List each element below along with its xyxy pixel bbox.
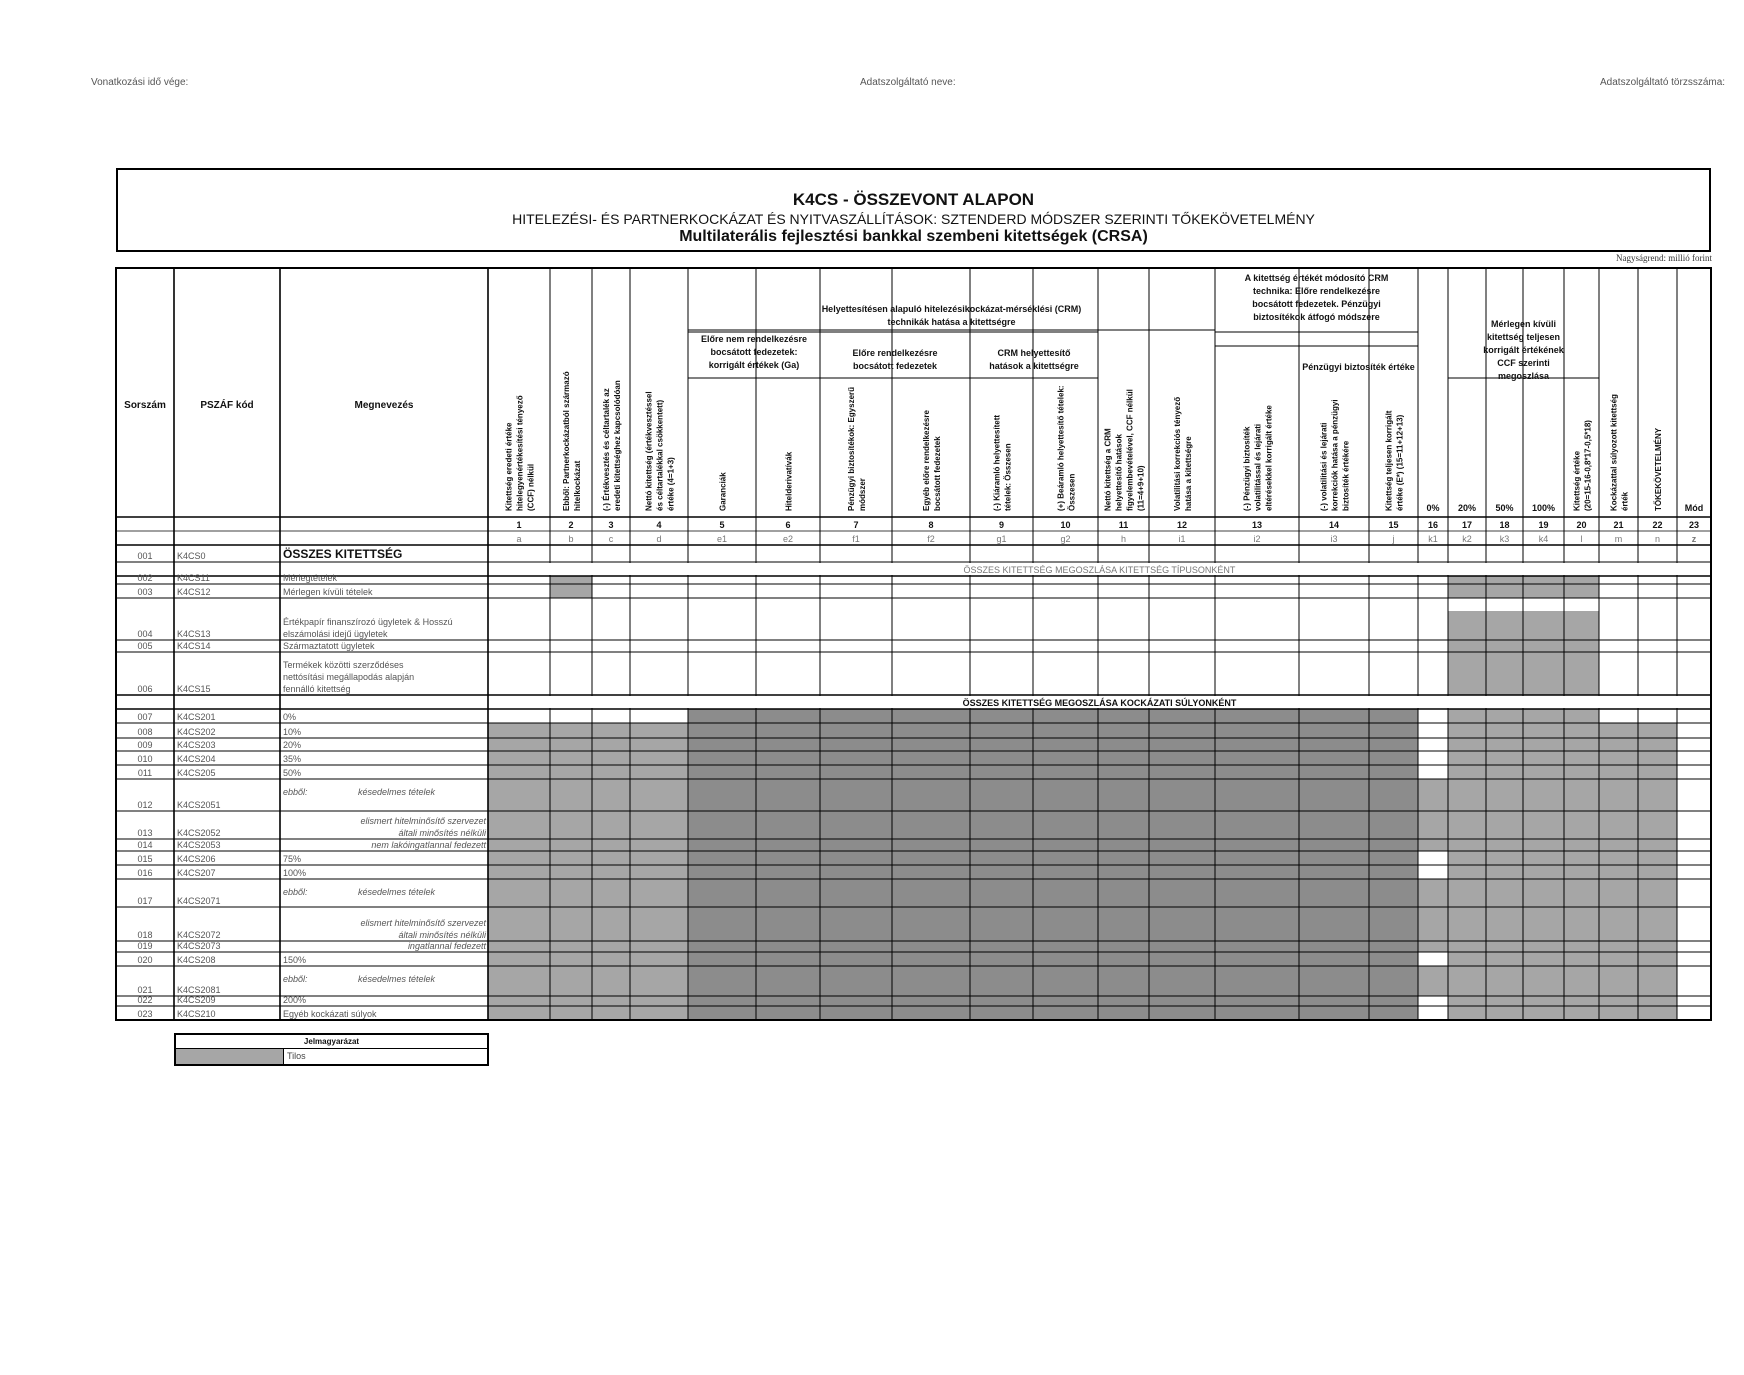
forbidden-cell <box>688 996 1418 1006</box>
column-code: e1 <box>716 534 728 544</box>
row-code: K4CS204 <box>177 754 216 764</box>
forbidden-cell <box>688 779 1418 811</box>
row-code: K4CS2052 <box>177 828 221 838</box>
column-code: e2 <box>782 534 794 544</box>
column-header-4: és céltartalékkal csökkentett) <box>655 399 665 511</box>
column-header-1: hitelegyenértékesítési tényező <box>515 395 525 511</box>
column-header-13: volatilitással és lejárati <box>1253 423 1263 511</box>
row-code: K4CS205 <box>177 768 216 778</box>
column-header-9: tételek: Összesen <box>1003 443 1013 511</box>
column-code: l <box>1580 534 1583 544</box>
row-code: K4CS0 <box>177 551 206 561</box>
row-name: 0% <box>283 712 297 722</box>
row-code: K4CS203 <box>177 740 216 750</box>
column-header-12: Volatilitási korrekciós tényező <box>1173 396 1182 511</box>
forbidden-cell <box>488 851 688 865</box>
column-number: 11 <box>1118 520 1129 530</box>
column-number: 18 <box>1499 520 1510 530</box>
group-header-offbal: CCF szerinti <box>1497 358 1550 368</box>
column-code: m <box>1614 534 1623 544</box>
row-name: elismert hitelminősítő szervezet <box>360 918 486 928</box>
column-header-10: Összesen <box>1067 473 1077 511</box>
forbidden-cell <box>488 779 688 811</box>
column-code: f2 <box>927 534 935 544</box>
forbidden-cell <box>688 952 1418 966</box>
column-number: 23 <box>1688 520 1700 530</box>
forbidden-cell <box>688 839 1418 851</box>
forbidden-cell <box>488 865 688 879</box>
forbidden-cell <box>488 765 688 779</box>
forbidden-cell <box>688 907 1418 941</box>
legend <box>174 1033 489 1066</box>
header-sorszam: Sorszám <box>124 400 166 411</box>
row-name: fennálló kitettség <box>283 684 351 694</box>
forbidden-cell <box>688 811 1418 839</box>
column-header-19: 100% <box>1531 503 1556 513</box>
group-header-crm-effects: CRM helyettesítő <box>997 348 1071 358</box>
row-name: 150% <box>283 955 307 965</box>
row-name-sub: késedelmes tételek <box>358 887 436 897</box>
forbidden-cell <box>488 738 688 751</box>
row-code: K4CS208 <box>177 955 216 965</box>
column-header-6: Hitelderivatívák <box>784 451 794 511</box>
header-megnevezes: Megnevezés <box>354 400 414 411</box>
forbidden-cell <box>688 723 1418 738</box>
forbidden-cell <box>488 811 688 839</box>
forbidden-cell <box>488 1006 688 1020</box>
column-code: j <box>1392 534 1395 544</box>
column-header-20: (20=15-16-0,8*17-0,5*18) <box>1583 420 1593 511</box>
row-number: 012 <box>137 800 153 810</box>
column-header-8: bocsátott fedezetek <box>933 436 942 511</box>
column-code: k2 <box>1462 534 1472 544</box>
column-number: 14 <box>1328 520 1340 530</box>
group-header-unfunded: Előre nem rendelkezésre <box>700 334 808 344</box>
column-number: 17 <box>1461 520 1473 530</box>
header-pszaf-code: PSZÁF kód <box>200 400 254 411</box>
column-header-2: Ebből: Partnerkockázatból származó <box>562 371 571 511</box>
column-header-21: érték <box>1620 491 1630 511</box>
column-number: 6 <box>785 520 791 530</box>
column-header-4: értéke (4=1+3) <box>666 457 676 511</box>
row-number: 022 <box>137 995 153 1005</box>
row-name: Egyéb kockázati súlyok <box>283 1009 377 1019</box>
forbidden-cell <box>688 941 1418 952</box>
row-name: ebből: <box>283 887 308 897</box>
group-header-unfunded: bocsátott fedezetek: <box>710 347 798 357</box>
column-header-17: 20% <box>1457 503 1477 513</box>
column-number: 20 <box>1576 520 1587 530</box>
row-name-sub: késedelmes tételek <box>358 787 436 797</box>
column-header-11: (11=4+9+10) <box>1136 465 1146 511</box>
form-title: K4CS - ÖSSZEVONT ALAPON <box>792 190 1035 209</box>
row-number: 005 <box>137 641 153 651</box>
column-header-13: (-) Pénzügyi biztosíték <box>1242 426 1252 511</box>
forbidden-cell <box>688 765 1418 779</box>
group-header-crm-modify: A kitettség értékét módosító CRM <box>1244 273 1389 283</box>
section-label-weight: ÖSSZES KITETTSÉG MEGOSZLÁSA KOCKÁZATI SÚLYONKÉNT <box>962 698 1237 708</box>
row-name: ÖSSZES KITETTSÉG <box>283 547 403 561</box>
column-header-15: értéke (E*) (15=11+12+13) <box>1395 414 1405 511</box>
row-name: nem lakóingatlannal fedezett <box>371 840 486 850</box>
row-code: K4CS14 <box>177 641 211 651</box>
row-name: általi minősítés nélküli <box>398 930 486 940</box>
column-header-1: (CCF) nélkül <box>526 463 536 511</box>
forbidden-cell <box>488 952 688 966</box>
column-number: 7 <box>853 520 859 530</box>
column-number: 13 <box>1251 520 1263 530</box>
row-name: Származtatott ügyletek <box>283 641 375 651</box>
column-number: 3 <box>608 520 614 530</box>
column-code: b <box>568 534 574 544</box>
row-code: K4CS207 <box>177 868 216 878</box>
row-number: 009 <box>137 740 153 750</box>
column-header-18: 50% <box>1495 503 1514 513</box>
row-name: ebből: <box>283 787 308 797</box>
blank-cell <box>488 709 688 723</box>
column-number: 4 <box>656 520 662 530</box>
row-name: 50% <box>283 768 302 778</box>
column-code: k1 <box>1428 534 1438 544</box>
column-number: 21 <box>1613 520 1624 530</box>
forbidden-cell <box>688 851 1418 865</box>
forbidden-cell <box>488 751 688 765</box>
column-code: h <box>1120 534 1127 544</box>
forbidden-cell <box>688 865 1418 879</box>
group-header-crm-subst: Helyettesítésen alapuló hitelezésikockázat-mérséklési (CRM) <box>821 304 1082 314</box>
row-code: K4CS2051 <box>177 800 221 810</box>
column-code: n <box>1654 534 1661 544</box>
row-name: 200% <box>283 995 307 1005</box>
column-number: 10 <box>1060 520 1071 530</box>
column-code: a <box>516 534 522 544</box>
column-header-16: 0% <box>1426 503 1440 513</box>
row-number: 019 <box>137 941 153 951</box>
row-name: 75% <box>283 854 302 864</box>
column-header-8: Egyéb előre rendelkezésre <box>922 410 931 511</box>
column-header-15: Kitettség teljesen korrigált <box>1384 410 1394 511</box>
group-header-funded: Előre rendelkezésre <box>852 348 938 358</box>
row-number: 011 <box>137 768 153 778</box>
group-header-crm-modify: technika: Előre rendelkezésre <box>1252 286 1381 296</box>
form-subtitle: HITELEZÉSI- ÉS PARTNERKOCKÁZAT ÉS NYITVASZÁLLÍTÁSOK: SZTENDERD MÓDSZER SZERINTI TŐKEKÖVETELMÉNY <box>512 211 1315 227</box>
row-number: 023 <box>137 1009 153 1019</box>
row-number: 020 <box>137 955 153 965</box>
group-header-crm-subst: technikák hatása a kitettségre <box>887 317 1016 327</box>
column-number: 5 <box>719 520 725 530</box>
row-code: K4CS12 <box>177 587 211 597</box>
row-name: nettósítási megállapodás alapján <box>283 672 415 682</box>
column-number: 1 <box>516 520 522 530</box>
column-code: i1 <box>1178 534 1186 544</box>
column-header-5: Garanciák <box>718 472 728 511</box>
column-header-10: (+) Beáramló helyettesítő tételek: <box>1056 385 1066 511</box>
group-header-crm-modify: biztosítékok átfogó módszere <box>1253 312 1380 322</box>
row-name: elszámolási idejű ügyletek <box>283 629 388 639</box>
column-header-7: módszer <box>858 478 867 511</box>
row-name: Termékek közötti szerződéses <box>283 660 404 670</box>
column-header-13: eltérésekkel korrigált értéke <box>1264 405 1274 511</box>
row-number: 014 <box>137 840 153 850</box>
row-number: 013 <box>137 828 153 838</box>
column-header-1: Kitettség eredeti értéke <box>504 422 514 511</box>
reference-date-label: Vonatkozási idő vége: <box>91 77 189 88</box>
row-name: Mérlegtételek <box>283 573 338 583</box>
column-header-14: (-) volatilitási és lejárati <box>1319 422 1329 511</box>
group-header-offbal: megoszlása <box>1497 371 1550 381</box>
column-header-20: Kitettség értéke <box>1572 450 1582 511</box>
column-header-12: hatása a kitettségre <box>1184 436 1193 511</box>
forbidden-cell <box>488 839 688 851</box>
forbidden-cell <box>688 966 1418 996</box>
row-name: általi minősítés nélküli <box>398 828 486 838</box>
forbidden-cell <box>688 738 1418 751</box>
group-header-offbal: kitettség teljesen <box>1486 332 1561 342</box>
group-header-crm-modify: bocsátott fedezetek. Pénzügyi <box>1252 299 1381 309</box>
row-code: K4CS2053 <box>177 840 221 850</box>
column-number: 22 <box>1652 520 1663 530</box>
column-code: g2 <box>1060 534 1071 544</box>
row-name: elismert hitelminősítő szervezet <box>360 816 486 826</box>
provider-name-label: Adatszolgáltató neve: <box>860 77 956 88</box>
column-code: k3 <box>1499 534 1510 544</box>
row-code: K4CS201 <box>177 712 216 722</box>
column-code: c <box>608 534 614 544</box>
column-number: 2 <box>568 520 574 530</box>
row-number: 016 <box>137 868 153 878</box>
column-header-23: Mód <box>1684 503 1704 513</box>
row-name: 20% <box>283 740 302 750</box>
forbidden-cell <box>488 879 688 907</box>
row-code: K4CS210 <box>177 1009 216 1019</box>
group-header-unfunded: korrigált értékek (Ga) <box>708 360 800 370</box>
row-number: 021 <box>137 985 153 995</box>
row-number: 015 <box>137 854 153 864</box>
forbidden-cell <box>488 907 688 941</box>
group-header-funded: bocsátott fedezetek <box>852 361 938 371</box>
row-code: K4CS13 <box>177 629 211 639</box>
column-code: z <box>1691 534 1697 544</box>
form-section-title: Multilaterális fejlesztési bankkal szembeni kitettségek (CRSA) <box>679 228 1148 245</box>
column-number: 8 <box>928 520 934 530</box>
row-name: ebből: <box>283 974 308 984</box>
row-number: 004 <box>137 629 153 639</box>
row-number: 006 <box>137 684 153 694</box>
row-number: 002 <box>137 573 153 583</box>
row-number: 001 <box>137 551 153 561</box>
row-code: K4CS2071 <box>177 896 221 906</box>
forbidden-cell <box>488 966 688 996</box>
row-code: K4CS15 <box>177 684 211 694</box>
provider-id-label: Adatszolgáltató törzsszáma: <box>1600 77 1726 88</box>
row-code: K4CS206 <box>177 854 216 864</box>
group-header-offbal: korrigált értékének <box>1483 345 1564 355</box>
column-header-3: eredeti kitettséghez kapcsolódóan <box>613 380 622 511</box>
column-header-14: biztosíték értékére <box>1341 440 1351 511</box>
column-header-2: hitelkockázat <box>573 460 582 511</box>
row-code: K4CS209 <box>177 995 216 1005</box>
forbidden-cell <box>688 709 1418 723</box>
column-header-11: Nettó kitettség a CRM <box>1103 428 1113 511</box>
row-name: 35% <box>283 754 302 764</box>
column-code: d <box>656 534 662 544</box>
column-code: i3 <box>1330 534 1338 544</box>
row-name: ingatlannal fedezett <box>407 941 486 951</box>
column-header-21: Kockázattal súlyozott kitettség <box>1609 394 1619 511</box>
row-number: 018 <box>137 930 153 940</box>
row-code: K4CS2073 <box>177 941 221 951</box>
row-name: 100% <box>283 868 307 878</box>
row-name-sub: késedelmes tételek <box>358 974 436 984</box>
column-header-14: korrekciók hatása a pénzügyi <box>1330 399 1340 511</box>
row-code: K4CS2081 <box>177 985 221 995</box>
column-code: f1 <box>852 534 860 544</box>
row-code: K4CS2072 <box>177 930 221 940</box>
forbidden-cell <box>688 1006 1418 1020</box>
column-number: 15 <box>1388 520 1399 530</box>
column-header-11: helyettesítő hatások <box>1114 434 1124 511</box>
column-code: i2 <box>1253 534 1261 544</box>
section-label-type: ÖSSZES KITETTSÉG MEGOSZLÁSA KITETTSÉG TÍPUSONKÉNT <box>963 565 1236 575</box>
row-name: 10% <box>283 727 302 737</box>
row-number: 007 <box>137 712 153 722</box>
column-header-9: (-) Kiáramló helyettesített <box>992 414 1002 511</box>
legend-forbidden-label: Tilos <box>287 1051 306 1061</box>
column-header-3: (-) Értékvesztés és céltartalék az <box>602 388 611 511</box>
row-name: Értékpapír finanszírozó ügyletek & Hosszú <box>283 617 453 627</box>
row-number: 003 <box>137 587 153 597</box>
column-number: 12 <box>1176 520 1188 530</box>
column-code: g1 <box>996 534 1007 544</box>
row-code: K4CS202 <box>177 727 216 737</box>
group-header-crm-effects: hatások a kitettségre <box>989 361 1079 371</box>
forbidden-cell <box>488 941 688 952</box>
column-number: 16 <box>1427 520 1439 530</box>
column-code: k4 <box>1538 534 1549 544</box>
column-header-7: Pénzügyi biztosítékok: Egyszerű <box>847 386 856 511</box>
column-number: 19 <box>1538 520 1549 530</box>
row-number: 017 <box>137 896 153 906</box>
row-name: Mérlegen kívüli tételek <box>283 587 373 597</box>
row-code: K4CS11 <box>177 573 210 583</box>
legend-forbidden-swatch <box>176 1049 284 1064</box>
forbidden-cell <box>488 996 688 1006</box>
forbidden-cell <box>488 723 688 738</box>
legend-title: Jelmagyarázat <box>176 1035 487 1049</box>
group-header-fin-coll: Pénzügyi biztosíték értéke <box>1302 362 1415 372</box>
column-header-4: Nettó kitettség (értékvesztéssel <box>644 391 654 511</box>
forbidden-cell <box>688 751 1418 765</box>
column-header-11: figyelembevételével, CCF nélkül <box>1125 389 1135 511</box>
column-header-22: TŐKEKÖVETELMÉNY <box>1654 427 1663 511</box>
forbidden-cell <box>550 576 592 598</box>
unit-note: Nagyságrend: millió forint <box>1616 253 1712 263</box>
group-header-offbal: Mérlegen kívüli <box>1490 319 1557 329</box>
column-number: 9 <box>998 520 1005 530</box>
forbidden-cell <box>688 879 1418 907</box>
row-number: 008 <box>137 727 153 737</box>
row-number: 010 <box>137 754 153 764</box>
